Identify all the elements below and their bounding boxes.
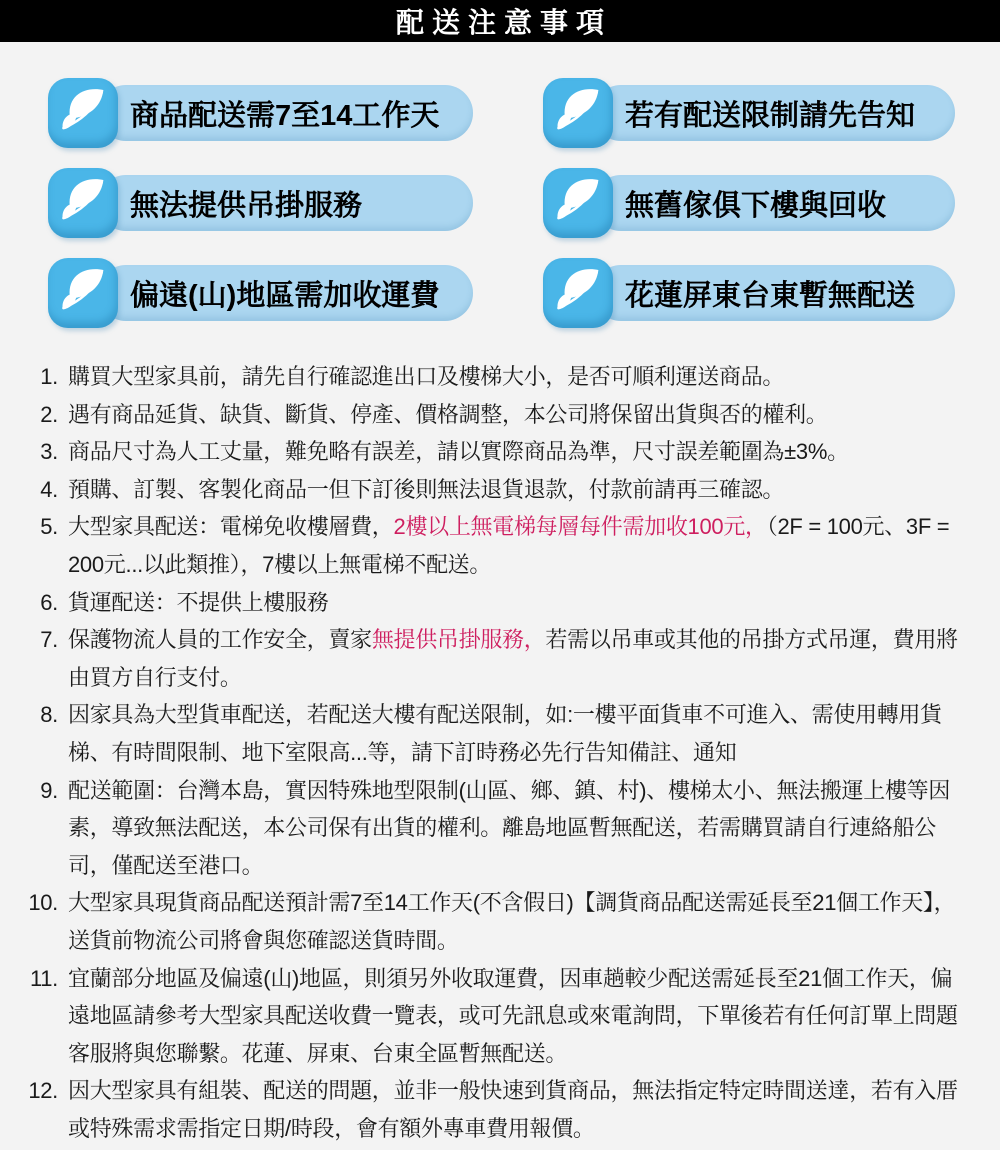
leaf-icon (543, 78, 613, 148)
note-item (8, 508, 970, 583)
note-number: 2. (40, 401, 58, 427)
note-number: 12. (28, 1078, 58, 1104)
note-text: 商品尺寸為人工丈量，難免略有誤差，請以實際商品為準，尺寸誤差範圍為±3%。 (68, 439, 849, 465)
badge-restriction-notice (543, 78, 955, 148)
note-text: 貨運配送：不提供上樓服務 (68, 589, 329, 615)
note-text: 宜蘭部分地區及偏遠(山)地區，則須另外收取運費，因車趟較少配送需延長至21個工作天，偏遠地區請參考大型家具配送收費一覽表，或可先訊息或來電詢問，下單後若有任何訂單上問題客服將與您聯繫。花蓮、屏東、台東全區暫無配送。 (68, 965, 958, 1066)
badge-label: 無舊傢俱下樓與回收 (593, 175, 955, 231)
note-text: 購買大型家具前，請先自行確認進出口及樓梯大小，是否可順利運送商品。 (68, 364, 785, 389)
badge-remote-area-fee (48, 258, 473, 328)
badge-label: 花蓮屏東台東暫無配送 (593, 265, 955, 321)
page-title: 配送注意事項 (395, 7, 612, 38)
leaf-icon (48, 258, 118, 328)
leaf-icon (543, 258, 613, 328)
note-text: 預購、訂製、客製化商品一但下訂後則無法退貨退款，付款前請再三確認。 (68, 476, 785, 502)
note-text: 因家具為大型貨車配送，若配送大樓有配送限制，如:一樓平面貨車不可進入、需使用轉用貨梯、有時間限制、地下室限高...等，請下訂時務必先行告知備註、通知 (68, 702, 942, 765)
note-number: 4. (40, 476, 58, 502)
notes-list (8, 358, 970, 1147)
note-number: 6. (40, 589, 58, 615)
note-item (8, 358, 970, 396)
note-number: 5. (40, 514, 58, 540)
note-text: 保護物流人員的工作安全，賣家無提供吊掛服務，若需以吊車或其他的吊掛方式吊運，費用將由買方自行支付。 (68, 627, 958, 690)
note-number: 10. (28, 890, 58, 916)
note-item (8, 772, 970, 885)
badge-no-delivery-east (543, 258, 955, 328)
note-text: 大型家具現貨商品配送預計需7至14工作天(不含假日)【調貨商品配送需延長至21個工作天】，送貨前物流公司將會與您確認送貨時間。 (68, 890, 956, 953)
note-item (8, 960, 970, 1073)
note-item (8, 1072, 970, 1147)
note-text: 配送範圍：台灣本島，實因特殊地型限制(山區、鄉、鎮、村)、樓梯太小、無法搬運上樓等因素，導致無法配送，本公司保有出貨的權利。離島地區暫無配送，若需購買請自行連絡船公司，僅配送至港口。 (68, 777, 951, 878)
note-item (8, 433, 970, 471)
badge-label: 商品配送需7至14工作天 (98, 85, 473, 141)
note-number: 7. (40, 627, 58, 653)
note-number: 11. (29, 965, 58, 991)
badge-delivery-days (48, 78, 473, 148)
leaf-icon (48, 168, 118, 238)
note-item (8, 884, 970, 959)
highlighted-text: 2樓以上無電梯每層每件需加收100元， (393, 514, 767, 540)
note-item (8, 696, 970, 771)
note-number: 9. (40, 777, 58, 803)
note-text: 因大型家具有組裝、配送的問題，並非一般快速到貨商品，無法指定特定時間送達，若有入厝或特殊需求需指定日期/時段，會有額外專車費用報價。 (68, 1078, 958, 1141)
note-item (8, 471, 970, 509)
badge-label: 無法提供吊掛服務 (98, 175, 473, 231)
note-text: 遇有商品延貨、缺貨、斷貨、停產、價格調整，本公司將保留出貨與否的權利。 (68, 401, 828, 427)
note-number: 1. (40, 364, 58, 389)
leaf-icon (543, 168, 613, 238)
badges-grid (0, 42, 1000, 328)
highlighted-text: 無提供吊掛服務， (371, 627, 546, 653)
page-header (0, 0, 1000, 42)
badge-no-hoisting (48, 168, 473, 238)
note-text: 大型家具配送：電梯免收樓層費，2樓以上無電梯每層每件需加收100元，（2F = 100元、3F = 200元...以此類推），7樓以上無電梯不配送。 (68, 514, 950, 577)
note-item (8, 584, 970, 622)
badge-label: 偏遠(山)地區需加收運費 (98, 265, 473, 321)
note-item (8, 396, 970, 434)
note-number: 3. (40, 439, 58, 465)
leaf-icon (48, 78, 118, 148)
note-item (8, 621, 970, 696)
badge-no-old-furniture (543, 168, 955, 238)
note-number: 8. (40, 702, 58, 728)
badge-label: 若有配送限制請先告知 (593, 85, 955, 141)
